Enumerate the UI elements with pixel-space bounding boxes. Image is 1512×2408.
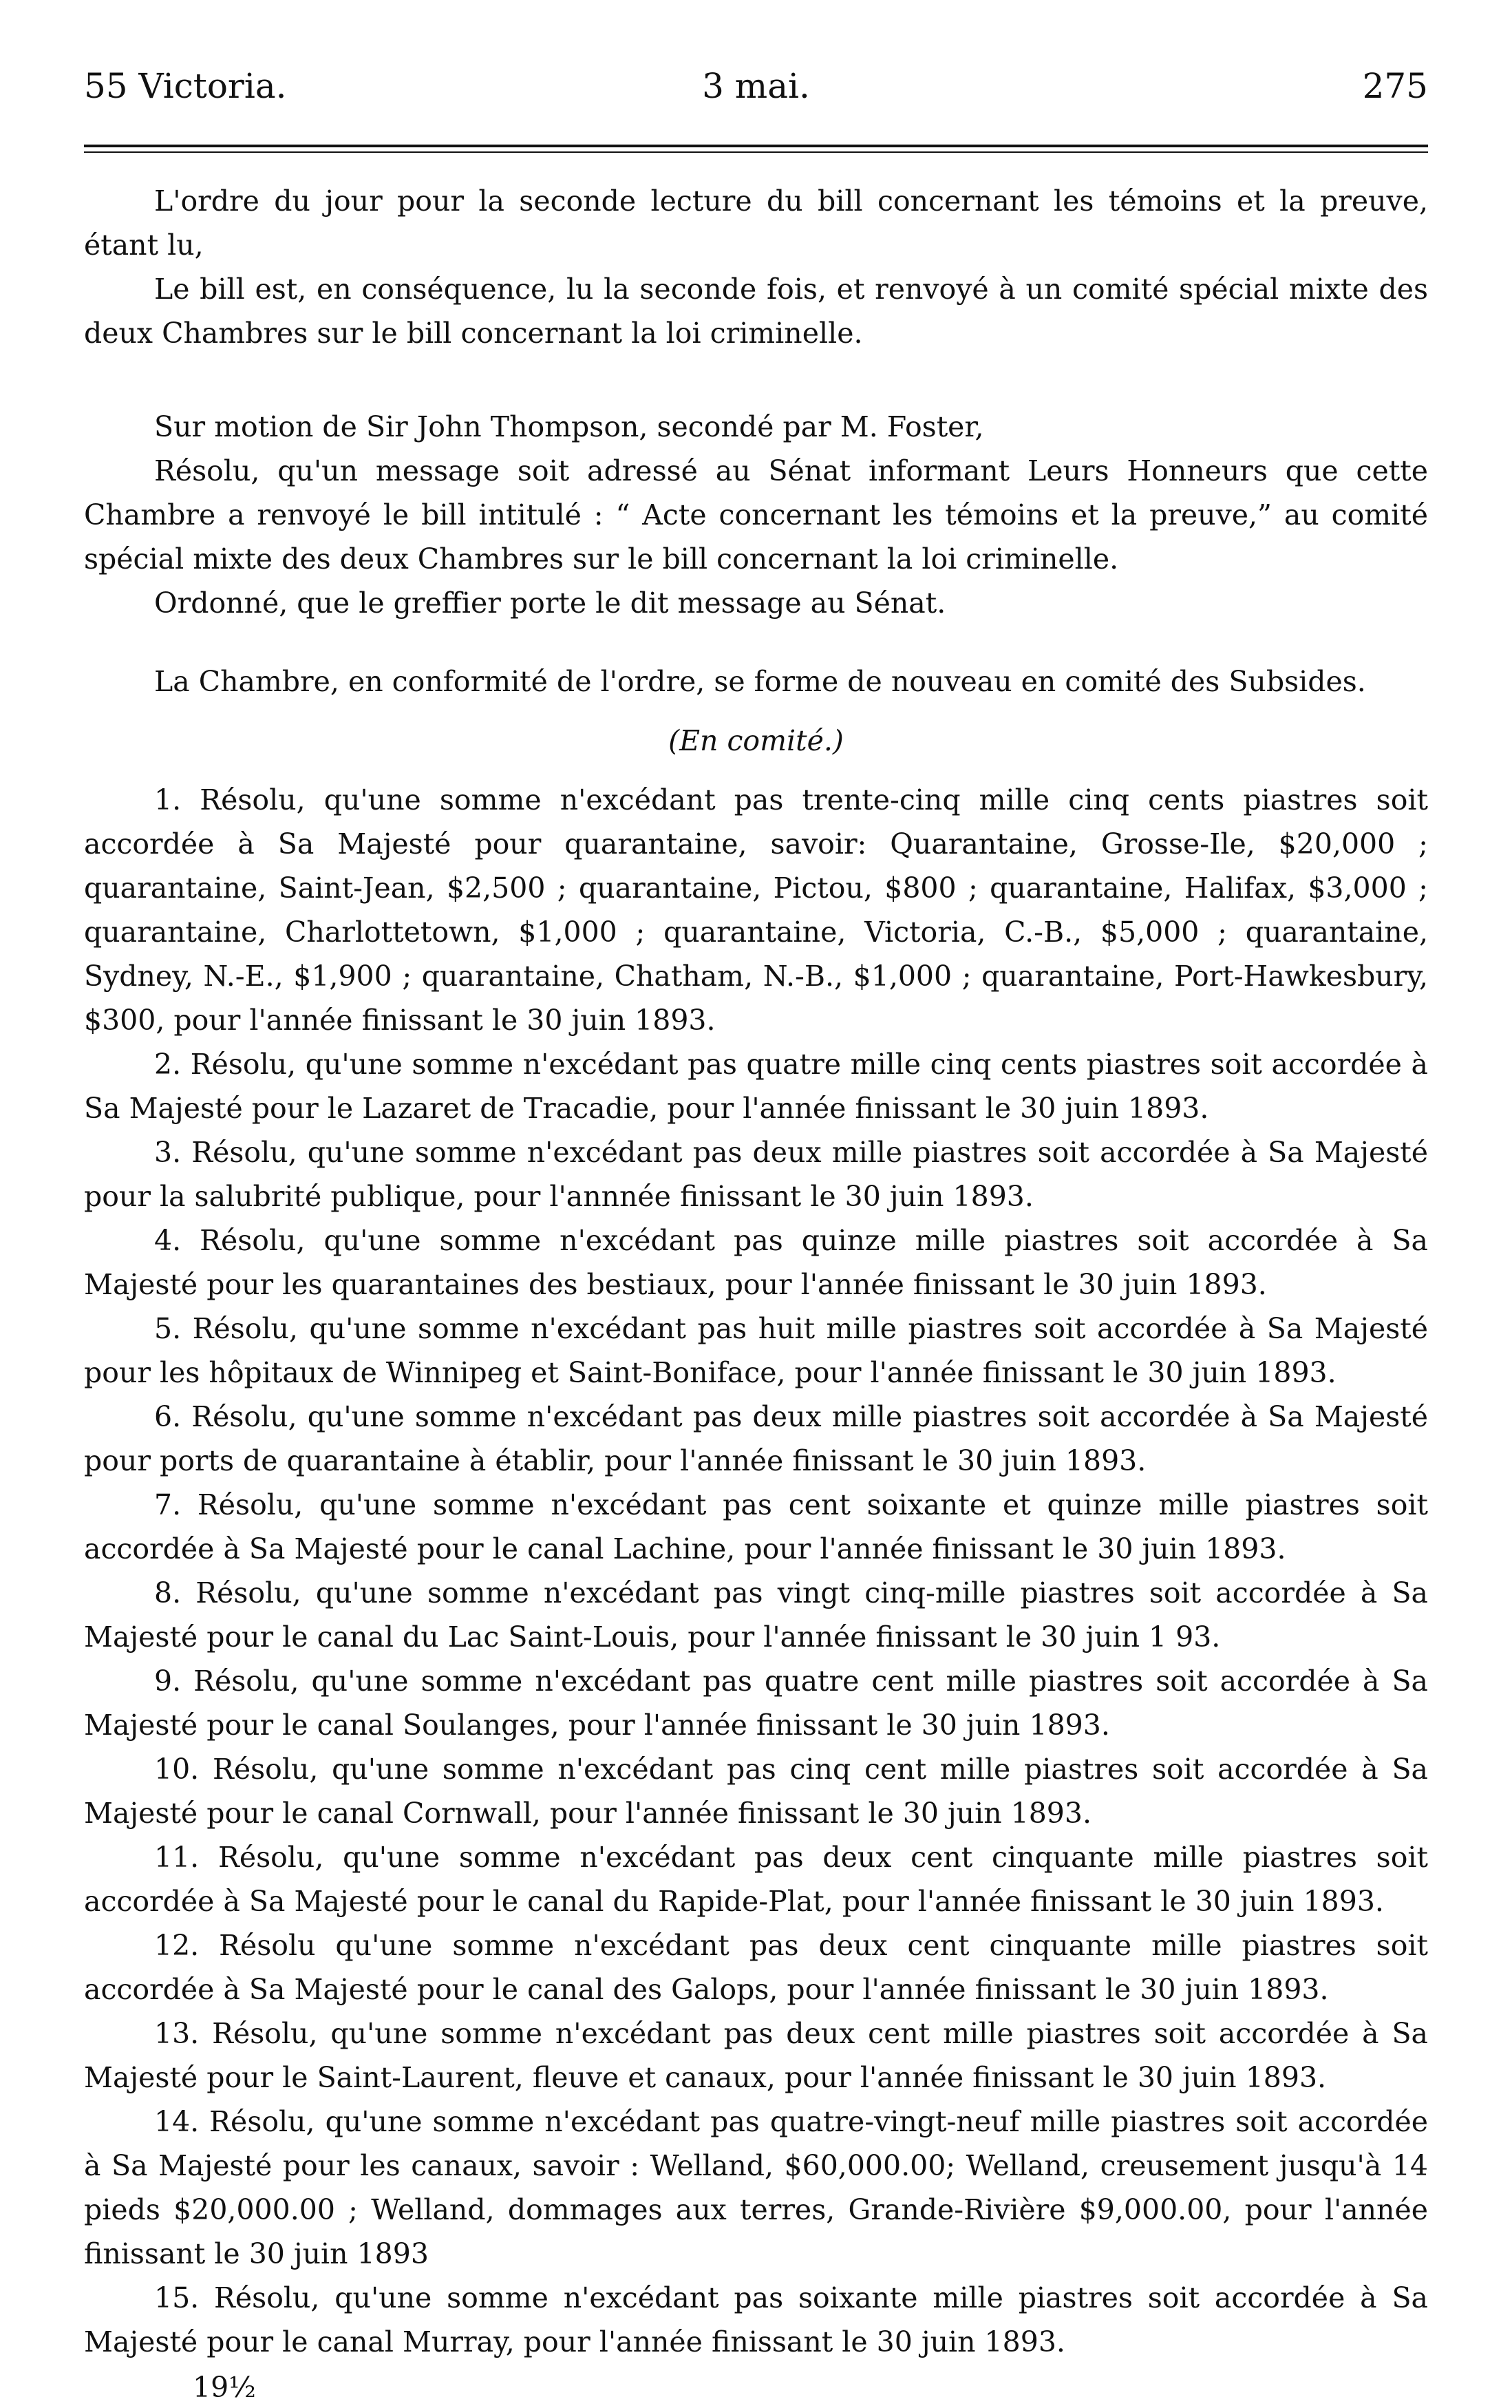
signature-mark: 19½ [193, 2371, 256, 2404]
paragraph-committee-of-supply: La Chambre, en conformité de l'ordre, se forme de nouveau en comité des Subsides. [154, 665, 1366, 698]
resolution-item: 11. Résolu, qu'une somme n'excédant pas deux cent cinquante mille piastres soit accordée à Sa Majesté pour le canal du Rapide-Plat, pour l'année finissant le 30 juin 1893. [84, 1841, 1428, 1918]
document-body [84, 179, 1428, 2364]
resolution-item: 14. Résolu, qu'une somme n'excédant pas quatre-vingt-neuf mille piastres soit accordée à Sa Majesté pour les canaux, savoir : Welland, $60,000.00; Welland, creusement jusqu'à 14 pieds $20,000.00 ; Welland, dommages aux terres, Grande-Rivière $9,000.00, pour l'année finissant le 30 juin 1893 [84, 2105, 1428, 2270]
resolutions-list [84, 778, 1428, 2364]
header-page-number: 275 [1362, 66, 1428, 106]
spacer [84, 704, 1428, 719]
page-header [84, 55, 1428, 117]
paragraph-order-of-day: L'ordre du jour pour la seconde lecture du bill concernant les témoins et la preuve, étant lu, [84, 184, 1428, 262]
resolution-item: 13. Résolu, qu'une somme n'excédant pas deux cent mille piastres soit accordée à Sa Majesté pour le Saint-Laurent, fleuve et canaux, pour l'année finissant le 30 juin 1893. [84, 2017, 1428, 2094]
resolution-item: 4. Résolu, qu'une somme n'excédant pas quinze mille piastres soit accordée à Sa Majesté pour les quarantaines des bestiaux, pour l'année finissant le 30 juin 1893. [84, 1224, 1428, 1301]
header-session: 55 Victoria. [84, 66, 287, 106]
header-date: 3 mai. [702, 66, 810, 106]
spacer [84, 763, 1428, 778]
resolution-item: 3. Résolu, qu'une somme n'excédant pas deux mille piastres soit accordée à Sa Majesté pour la salubrité publique, pour l'annnée finissant le 30 juin 1893. [84, 1136, 1428, 1213]
committee-heading: (En comité.) [668, 724, 844, 757]
resolution-item: 6. Résolu, qu'une somme n'excédant pas deux mille piastres soit accordée à Sa Majesté pour ports de quarantaine à établir, pour l'année finissant le 30 juin 1893. [84, 1400, 1428, 1477]
spacer [84, 355, 1428, 405]
paragraph-ordered: Ordonné, que le greffier porte le dit message au Sénat. [154, 587, 946, 620]
paragraph-motion: Sur motion de Sir John Thompson, secondé par M. Foster, [154, 410, 984, 443]
spacer [84, 625, 1428, 659]
resolution-item: 5. Résolu, qu'une somme n'excédant pas huit mille piastres soit accordée à Sa Majesté pour les hôpitaux de Winnipeg et Saint-Boniface, pour l'année finissant le 30 juin 1893. [84, 1312, 1428, 1389]
resolution-item: 15. Résolu, qu'une somme n'excédant pas soixante mille piastres soit accordée à Sa Majesté pour le canal Murray, pour l'année finissant le 30 juin 1893. [84, 2281, 1428, 2358]
resolution-item: 10. Résolu, qu'une somme n'excédant pas cinq cent mille piastres soit accordée à Sa Majesté pour le canal Cornwall, pour l'année finissant le 30 juin 1893. [84, 1753, 1428, 1830]
header-rule [84, 145, 1428, 153]
resolution-item: 1. Résolu, qu'une somme n'excédant pas trente-cinq mille cinq cents piastres soit accordée à Sa Majesté pour quarantaine, savoir: Quarantaine, Grosse-Ile, $20,000 ; quarantaine, Saint-Jean, $2,500 ; quarantaine, Pictou, $800 ; quarantaine, Halifax, $3,000 ; quarantaine, Charlottetown, $1,000 ; quarantaine, Victoria, C.-B., $5,000 ; quarantaine, Sydney, N.-E., $1,900 ; quarantaine, Chatham, N.-B., $1,000 ; quarantaine, Port-Hawkesbury, $300, pour l'année finissant le 30 juin 1893. [84, 783, 1428, 1037]
resolution-item: 7. Résolu, qu'une somme n'excédant pas cent soixante et quinze mille piastres soit accordée à Sa Majesté pour le canal Lachine, pour l'année finissant le 30 juin 1893. [84, 1488, 1428, 1565]
document-page [84, 55, 1428, 2408]
resolution-item: 12. Résolu qu'une somme n'excédant pas deux cent cinquante mille piastres soit accordée à Sa Majesté pour le canal des Galops, pour l'année finissant le 30 juin 1893. [84, 1929, 1428, 2006]
resolution-item: 9. Résolu, qu'une somme n'excédant pas quatre cent mille piastres soit accordée à Sa Majesté pour le canal Soulanges, pour l'année finissant le 30 juin 1893. [84, 1665, 1428, 1742]
paragraph-resolution-message: Résolu, qu'un message soit adressé au Sénat informant Leurs Honneurs que cette Chambre a renvoyé le bill intitulé : “ Acte concernant les témoins et la preuve,” au comité spécial mixte des deux Chambres sur le bill concernant la loi criminelle. [84, 454, 1428, 575]
resolution-item: 2. Résolu, qu'une somme n'excédant pas quatre mille cinq cents piastres soit accordée à Sa Majesté pour le Lazaret de Tracadie, pour l'année finissant le 30 juin 1893. [84, 1048, 1428, 1125]
paragraph-bill-referred: Le bill est, en conséquence, lu la seconde fois, et renvoyé à un comité spécial mixte des deux Chambres sur le bill concernant la loi criminelle. [84, 273, 1428, 350]
resolution-item: 8. Résolu, qu'une somme n'excédant pas vingt cinq-mille piastres soit accordée à Sa Majesté pour le canal du Lac Saint-Louis, pour l'année finissant le 30 juin 1 93. [84, 1576, 1428, 1654]
